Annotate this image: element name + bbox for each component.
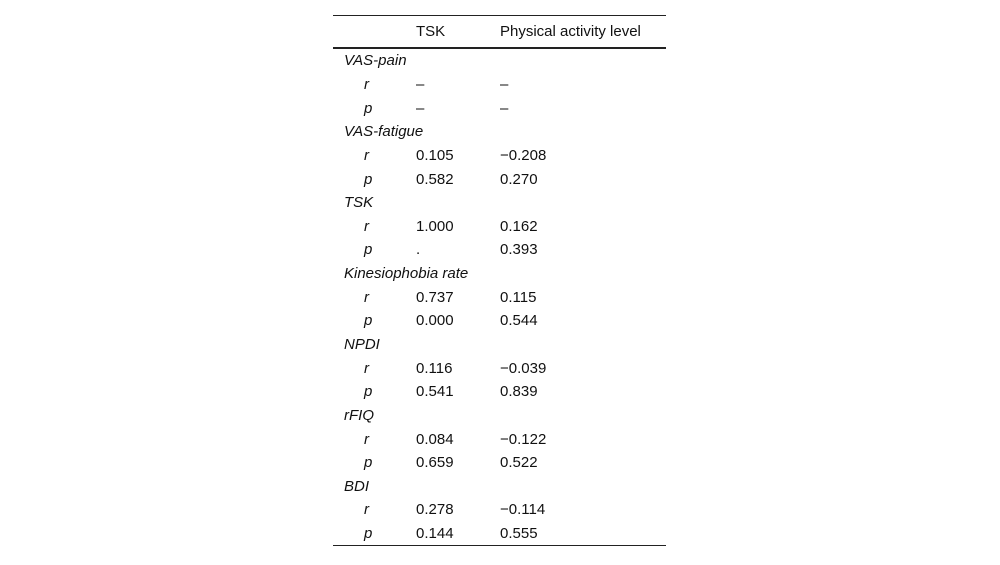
group-label: VAS-pain <box>344 52 407 70</box>
table-row <box>333 451 666 475</box>
stat-label: p <box>364 383 373 401</box>
physical-activity-value: −0.114 <box>500 501 546 519</box>
table-header-row <box>333 16 666 49</box>
physical-activity-value: −0.039 <box>500 359 547 377</box>
table-row <box>333 144 666 168</box>
physical-activity-value: 0.555 <box>500 522 666 546</box>
stat-label: p <box>364 454 373 472</box>
stat-label: r <box>364 430 369 448</box>
tsk-value: 0.116 <box>416 359 453 377</box>
stat-label: p <box>364 99 373 117</box>
table-row <box>333 427 666 451</box>
stat-label: p <box>364 241 373 259</box>
tsk-value: 0.105 <box>416 146 454 164</box>
physical-activity-value: 0.544 <box>500 312 538 330</box>
group-row <box>333 262 666 286</box>
header-tsk: TSK <box>416 16 500 49</box>
stat-label: p <box>333 522 416 546</box>
group-label: NPDI <box>344 336 380 353</box>
physical-activity-value: −0.122 <box>500 430 547 448</box>
correlation-table <box>333 15 666 546</box>
table-row <box>333 73 666 97</box>
stat-label: r <box>364 501 369 519</box>
tsk-value: 0.737 <box>416 288 454 306</box>
header-physical-activity-level: Physical activity level <box>500 16 666 49</box>
table-row <box>333 522 666 546</box>
group-label: BDI <box>344 477 370 495</box>
stat-label: r <box>364 288 369 306</box>
tsk-value: 0.084 <box>416 430 454 448</box>
group-row <box>333 120 666 144</box>
table-row <box>333 498 666 522</box>
physical-activity-value: 0.270 <box>500 170 538 188</box>
table-row <box>333 309 666 333</box>
stat-label: r <box>364 75 369 93</box>
group-label: TSK <box>344 194 374 212</box>
table-row <box>333 356 666 380</box>
group-label: VAS-fatigue <box>344 123 424 141</box>
physical-activity-value: 0.162 <box>500 217 538 235</box>
tsk-value: 0.144 <box>416 522 500 546</box>
stat-label: p <box>364 170 373 188</box>
group-row <box>333 191 666 215</box>
stat-label: r <box>364 146 369 164</box>
physical-activity-value: – <box>500 75 509 93</box>
tsk-value: . <box>416 241 421 259</box>
stat-label: p <box>364 312 373 330</box>
correlation-table-container <box>333 15 666 546</box>
group-label: rFIQ <box>344 406 374 424</box>
tsk-value: – <box>416 99 425 117</box>
table-row <box>333 238 666 262</box>
stat-label: r <box>364 217 369 235</box>
table-body <box>333 48 666 546</box>
table-row <box>333 285 666 309</box>
header-empty-cell <box>333 16 416 49</box>
physical-activity-value: 0.393 <box>500 241 538 259</box>
tsk-value: 0.541 <box>416 383 454 401</box>
table-row <box>333 380 666 404</box>
group-label: Kinesiophobia rate <box>344 265 469 283</box>
table-row <box>333 214 666 238</box>
group-row <box>333 333 666 357</box>
physical-activity-value: – <box>500 99 509 117</box>
tsk-value: 0.659 <box>416 454 454 472</box>
tsk-value: 1.000 <box>416 217 454 235</box>
table-row <box>333 167 666 191</box>
tsk-value: 0.582 <box>416 170 454 188</box>
table-row <box>333 96 666 120</box>
tsk-value: 0.278 <box>416 501 454 519</box>
group-row <box>333 404 666 428</box>
group-row <box>333 475 666 499</box>
physical-activity-value: −0.208 <box>500 146 547 164</box>
stat-label: r <box>364 359 369 377</box>
group-row <box>333 48 666 73</box>
physical-activity-value: 0.522 <box>500 454 538 472</box>
tsk-value: – <box>416 75 425 93</box>
physical-activity-value: 0.839 <box>500 383 538 401</box>
tsk-value: 0.000 <box>416 312 454 330</box>
physical-activity-value: 0.115 <box>500 288 537 306</box>
